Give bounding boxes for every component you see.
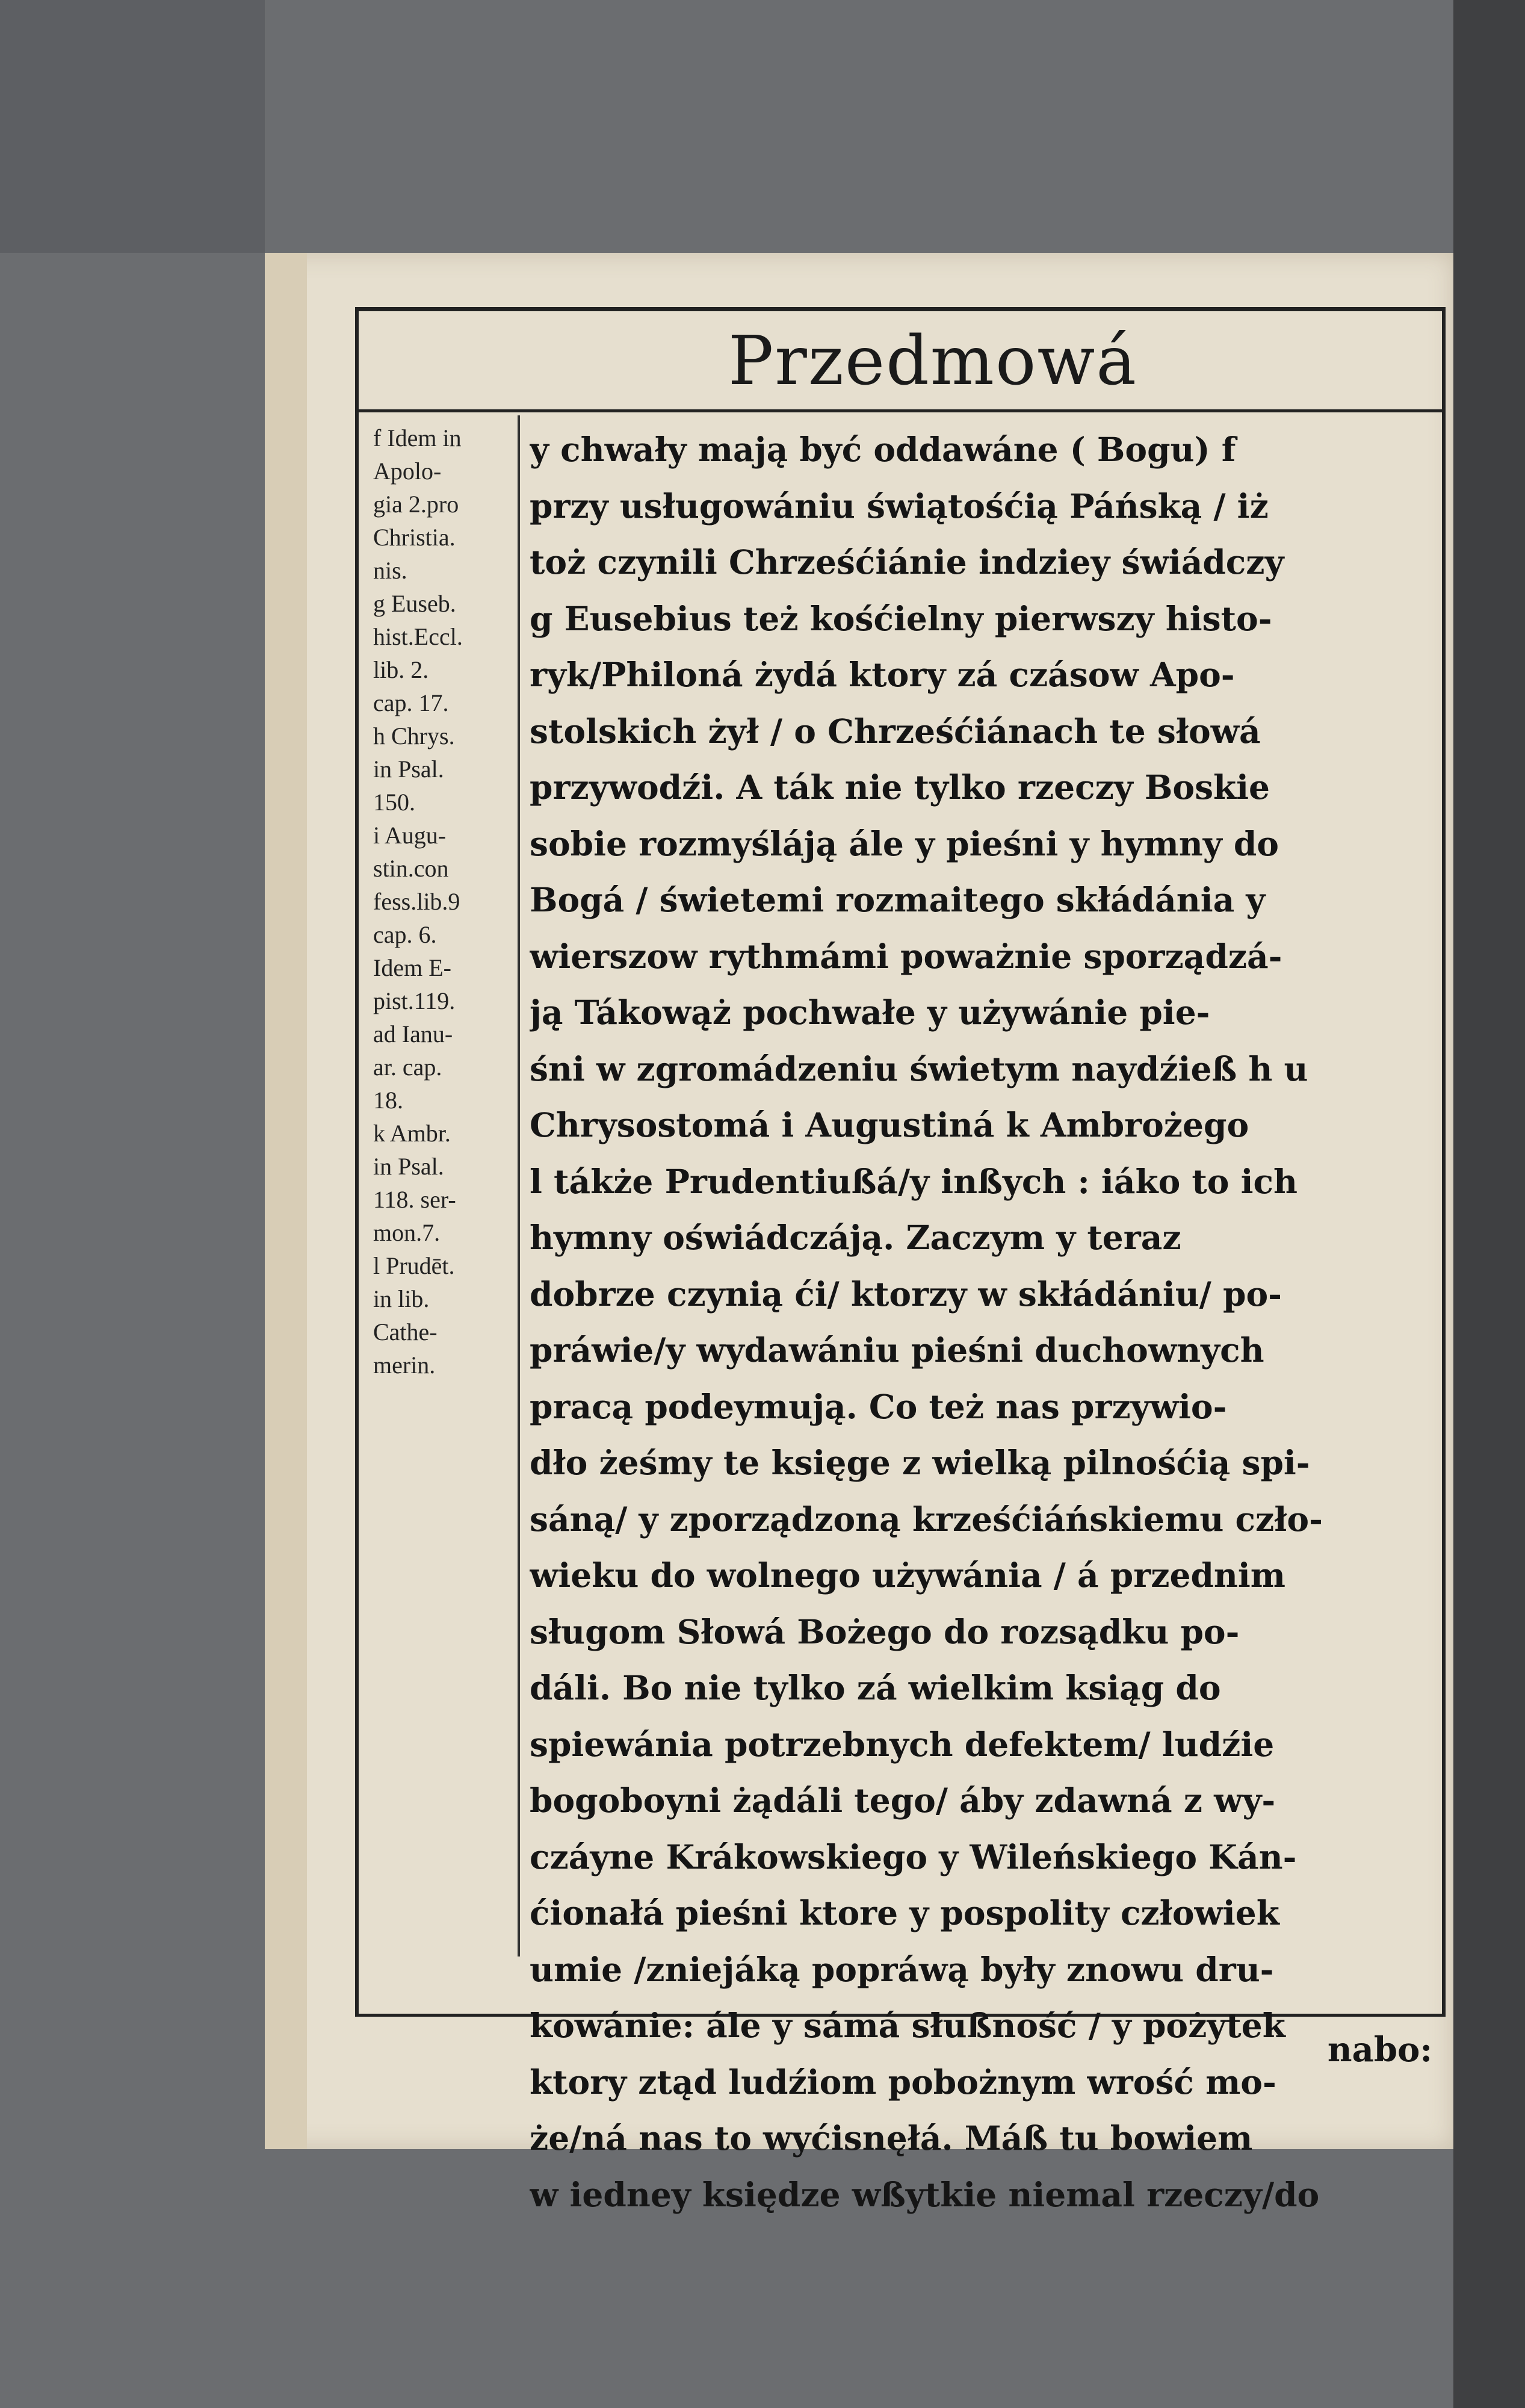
- margin-note-line: pist.119.: [373, 987, 456, 1014]
- margin-note-line: Cathe-: [373, 1318, 438, 1345]
- text-line: ćionałá pieśni ktore y pospolity człowiek: [530, 1893, 1279, 1932]
- text-line: stolskich żył / o Chrześćiánach te słowá: [530, 711, 1261, 751]
- text-line: dło żeśmy te księge z wielką pilnośćią spi-: [530, 1443, 1310, 1482]
- margin-note-line: i Augu-: [373, 822, 447, 849]
- text-line: czáyne Krákowskiego y Wileńskiego Kán-: [530, 1837, 1297, 1876]
- text-line: l tákże Prudentiußá/y inßych : iáko to ich: [530, 1161, 1298, 1201]
- margin-note-line: hist.Eccl.: [373, 623, 463, 650]
- margin-notes: [373, 421, 515, 1382]
- margin-note-line: lib. 2.: [373, 656, 429, 683]
- margin-note-line: in Psal.: [373, 756, 444, 783]
- text-line: Bogá / świetemi rozmaitego skłádánia y: [530, 880, 1266, 919]
- text-line: pracą podeymują. Co też nas przywio-: [530, 1386, 1227, 1426]
- text-line: bogoboyni żądáli tego/ áby zdawná z wy-: [530, 1781, 1276, 1820]
- text-line: dobrze czynią ći/ ktorzy w skłádániu/ po-: [530, 1274, 1282, 1314]
- text-line: wierszow rythmámi poważnie sporządzá-: [530, 936, 1282, 976]
- margin-note-line: cap. 17.: [373, 689, 449, 716]
- margin-note-line: ar. cap.: [373, 1054, 442, 1081]
- margin-column-rule: [518, 415, 520, 1956]
- text-line: przy usługowániu świątośćią Páńską / iż: [530, 486, 1269, 526]
- margin-note-line: merin.: [373, 1351, 436, 1379]
- text-line: wieku do wolnego używánia / á przednim: [530, 1556, 1286, 1595]
- margin-note-line: Christia.: [373, 524, 456, 551]
- margin-note-line: 18.: [373, 1087, 403, 1114]
- text-line: y chwały mają być oddawáne ( Bogu) f: [530, 430, 1236, 469]
- margin-note-line: Idem E-: [373, 954, 451, 981]
- margin-note-line: f Idem in: [373, 424, 462, 452]
- text-line: przywodźi. A ták nie tylko rzeczy Boskie: [530, 768, 1270, 807]
- text-line: ją Tákowąż pochwałe y używánie pie-: [530, 993, 1210, 1032]
- margin-note-line: Apolo-: [373, 458, 442, 485]
- text-line: práwie/y wydawániu pieśni duchownych: [530, 1330, 1264, 1370]
- text-line: ktory ztąd ludźiom pobożnym wrość mo-: [530, 2062, 1276, 2102]
- margin-note-line: 118. ser-: [373, 1186, 456, 1213]
- text-line: sługom Słowá Bożego do rozsądku po-: [530, 1612, 1240, 1651]
- page-heading: Przedmowá: [728, 322, 1138, 400]
- text-line: toż czynili Chrześćiánie indziey świádczy: [530, 542, 1284, 582]
- margin-note-line: in Psal.: [373, 1153, 444, 1180]
- text-line: ryk/Philoná żydá ktory zá czásow Apo-: [530, 655, 1235, 694]
- background-top-left: [0, 0, 265, 253]
- margin-note-line: nis.: [373, 557, 407, 584]
- text-line: g Eusebius też kośćielny pierwszy histo-: [530, 598, 1272, 638]
- text-line: sobie rozmyśláją ále y pieśni y hymny do: [530, 824, 1279, 863]
- margin-note-line: fess.lib.9: [373, 888, 460, 915]
- text-line: dáli. Bo nie tylko zá wielkim ksiąg do: [530, 1668, 1221, 1707]
- margin-note-line: 150.: [373, 789, 415, 816]
- margin-note-line: h Chrys.: [373, 722, 455, 749]
- background-right: [1453, 0, 1525, 2408]
- margin-note-line: gia 2.pro: [373, 491, 459, 518]
- margin-note-line: mon.7.: [373, 1219, 441, 1246]
- margin-note-line: stin.con: [373, 855, 449, 882]
- margin-note-line: ad Ianu-: [373, 1020, 453, 1047]
- text-line: umie /zniejáką popráwą były znowu dru-: [530, 1949, 1274, 1989]
- page-edge: [265, 253, 307, 2149]
- text-line: kowánie: ále y sámá słußność / y pożytek: [530, 2006, 1285, 2045]
- text-line: Chrysostomá i Augustiná k Ambrożego: [530, 1105, 1249, 1144]
- text-line: w iedney księdze wßytkie niemal rzeczy/do: [530, 2174, 1320, 2214]
- text-line: śni w zgromádzeniu świetym naydźieß h u: [530, 1049, 1308, 1088]
- margin-note-line: in lib.: [373, 1285, 430, 1312]
- body-text: [530, 421, 1435, 2223]
- margin-note-line: cap. 6.: [373, 921, 437, 948]
- text-line: sáną/ y zporządzoną krześćiáńskiemu czło-: [530, 1499, 1323, 1539]
- text-line: że/ná nas to wyćisnęłá. Máß tu bowiem: [530, 2118, 1253, 2158]
- margin-note-line: l Prudēt.: [373, 1252, 455, 1279]
- text-line: spiewánia potrzebnych defektem/ ludźie: [530, 1724, 1275, 1764]
- heading-rule: [355, 409, 1446, 412]
- text-line: hymny oświádczáją. Zaczym y teraz: [530, 1218, 1181, 1257]
- margin-note-line: g Euseb.: [373, 590, 456, 617]
- margin-note-line: k Ambr.: [373, 1120, 451, 1147]
- catchword: nabo:: [1327, 2030, 1432, 2070]
